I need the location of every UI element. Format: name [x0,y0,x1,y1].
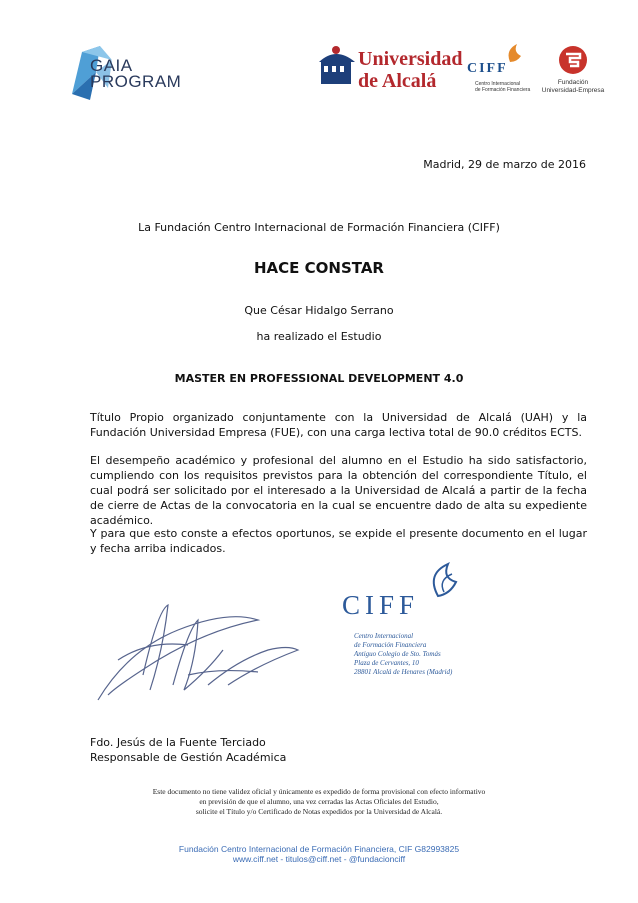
studied-line: ha realizado el Estudio [256,330,382,343]
stamp-line: Antiguo Colegio de Sto. Tomás [354,650,441,658]
stamp-line: Centro Internacional [354,632,414,640]
disclaimer-line: en previsión de que el alumno, una vez cerradas las Actas Oficiales del Estudio, [199,797,439,806]
fue-logo-line2: Universidad-Empresa [541,87,605,94]
paragraph-closing: Y para que esto conste a efectos oportunos, se expide el presente documento en el lugar y fecha arriba indicados. [90,527,587,555]
paragraph-performance: El desempeño académico y profesional del alumno en el Estudio ha sido satisfactorio, cumpliendo con los requisitos previstos para la obtención del correspondiente Título, el cual podrá ser solicitado por el interesado a la Universidad de Alcalá a partir de la fecha de cierre de Actas de la convocatoria en la cual se encuentre dado de alta su expediente académico. [90,454,587,527]
disclaimer [0,787,638,817]
stamp-line: de Formación Financiera [354,641,427,649]
fundacion-universidad-empresa-logo [538,44,608,102]
gaia-logo-line2: PROGRAM [90,72,182,91]
ciff-stamp [330,560,500,690]
ciff-logo [465,44,535,102]
stamp-line: Plaza de Cervantes, 10 [354,659,419,667]
page-footer [0,844,638,864]
fue-logo-line1: Fundación [557,79,589,86]
gaia-logo-line1: GAIA [90,56,133,75]
footer-line1: Fundación Centro Internacional de Formación Financiera, CIF G82993825 [178,844,460,854]
signer-block [90,735,286,765]
ciff-logo-name: CIFF [467,61,508,76]
issuer-line: La Fundación Centro Internacional de Formación Financiera (CIFF) [138,221,500,234]
program-name: MASTER EN PROFESSIONAL DEVELOPMENT 4.0 [174,372,464,385]
disclaimer-line: solicite el Título y/o Certificado de Notas expedidos por la Universidad de Alcalá. [195,807,443,816]
document-title: HACE CONSTAR [254,259,384,277]
uah-crest-icon [315,44,359,94]
signer-role: Responsable de Gestión Académica [90,751,287,764]
ciff-logo-line2: de Formación Financiera [475,87,531,93]
document-date: Madrid, 29 de marzo de 2016 [423,158,586,171]
person-line: Que César Hidalgo Serrano [244,304,394,317]
ciff-logo-line1: Centro Internacional [475,81,521,87]
signer-name: Fdo. Jesús de la Fuente Terciado [90,736,266,749]
universidad-alcala-logo [315,44,465,104]
paragraph-program-details: Título Propio organizado conjuntamente con la Universidad de Alcalá (UAH) y la Fundación Universidad Empresa (FUE), con una carga lectiva total de 90.0 créditos ECTS. [90,411,587,439]
uah-logo-line1: Universidad [358,48,463,70]
uah-logo-line2: de Alcalá [358,70,437,92]
gaia-program-logo [60,44,190,104]
handwritten-signature [88,590,303,710]
stamp-name: CIFF [342,590,420,620]
stamp-line: 28801 Alcalá de Henares (Madrid) [354,668,453,676]
disclaimer-line: Este documento no tiene validez oficial y únicamente es expedido de forma provisional con efecto informativo [152,787,486,796]
footer-contact: www.ciff.net - titulos@ciff.net - @fundacionciff [232,854,406,864]
fue-emblem-icon [538,44,608,78]
